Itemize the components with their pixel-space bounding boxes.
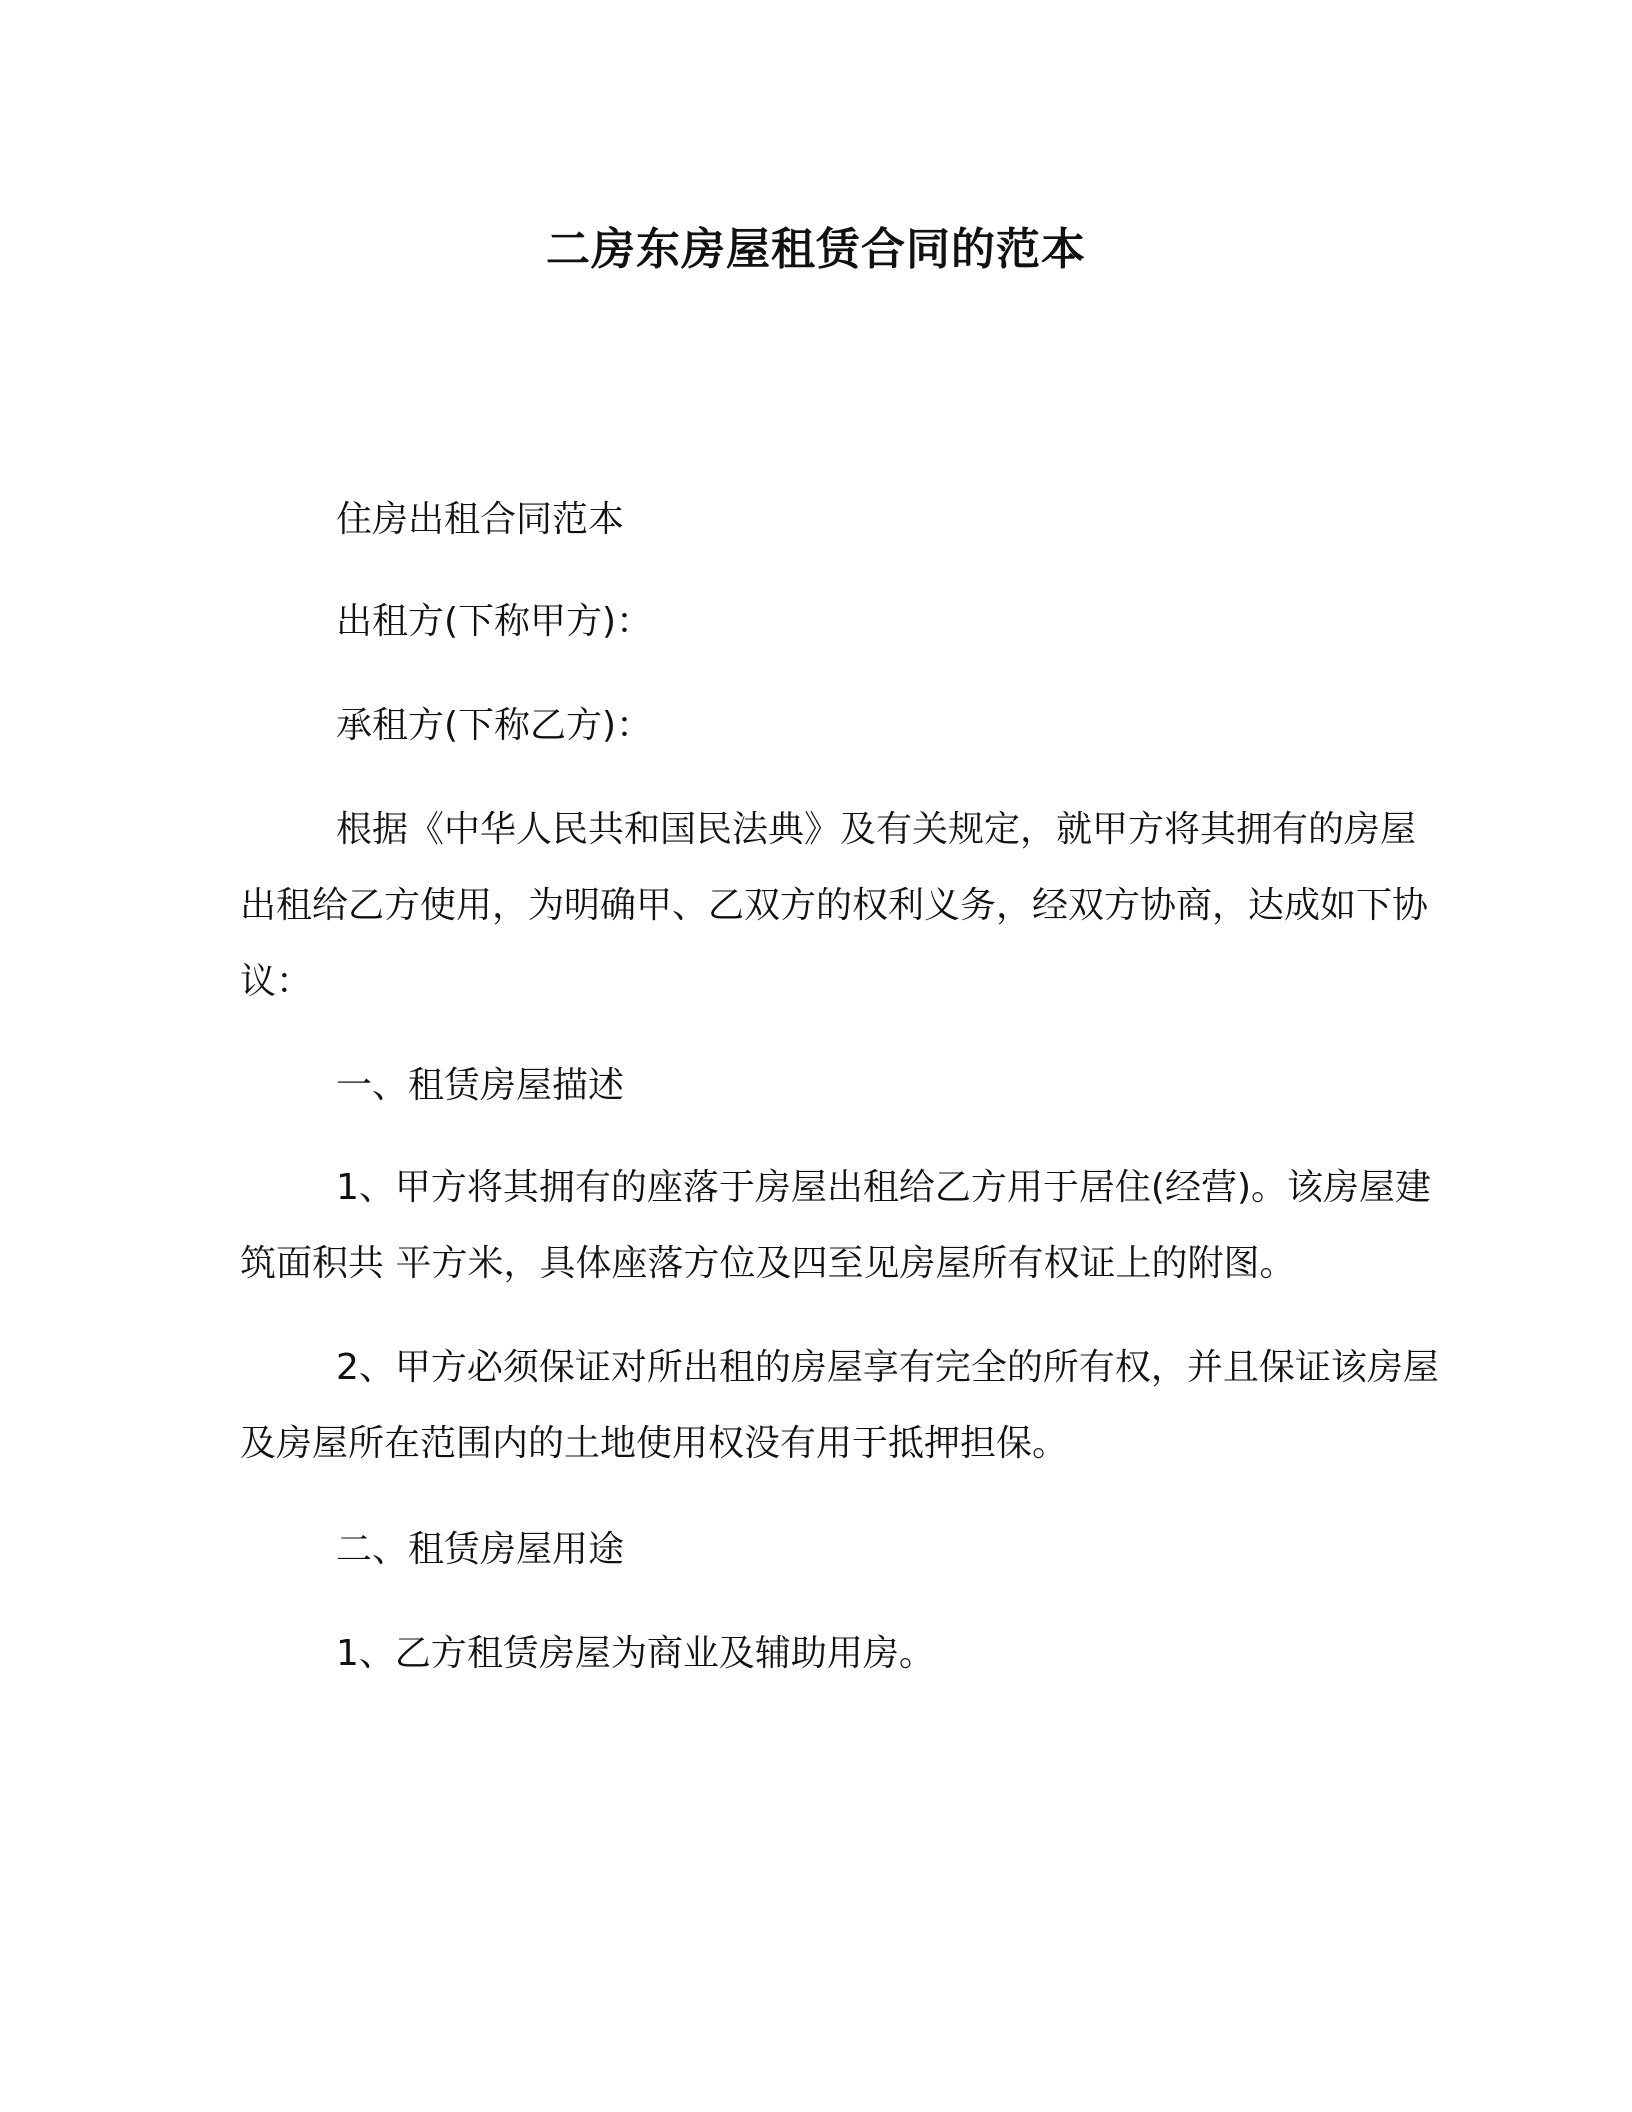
subtitle: 住房出租合同范本 bbox=[336, 499, 625, 540]
preamble-paragraph: 根据《中华人民共和国民法典》及有关规定，就甲方将其拥有的房屋出租给乙方使用，为明确甲、乙双方的权利义务，经双方协商，达成如下协议： bbox=[240, 809, 1429, 1002]
section2-item1: 1、乙方租赁房屋为商业及辅助用房。 bbox=[336, 1633, 935, 1674]
section1-item1: 1、甲方将其拥有的座落于房屋出租给乙方用于居住(经营)。该房屋建筑面积共 平方米，具体座落方位及四至见房屋所有权证上的附图。 bbox=[240, 1167, 1431, 1284]
section1-heading: 一、租赁房屋描述 bbox=[336, 1065, 625, 1106]
section1-item2: 2、甲方必须保证对所出租的房屋享有完全的所有权，并且保证该房屋及房屋所在范围内的土地使用权没有用于抵押担保。 bbox=[240, 1347, 1439, 1464]
lessor-line: 出租方(下称甲方)： bbox=[336, 601, 653, 642]
document-title: 二房东房屋租赁合同的范本 bbox=[546, 224, 1086, 275]
section2-heading: 二、租赁房屋用途 bbox=[336, 1529, 625, 1570]
lessee-line: 承租方(下称乙方)： bbox=[336, 705, 653, 746]
